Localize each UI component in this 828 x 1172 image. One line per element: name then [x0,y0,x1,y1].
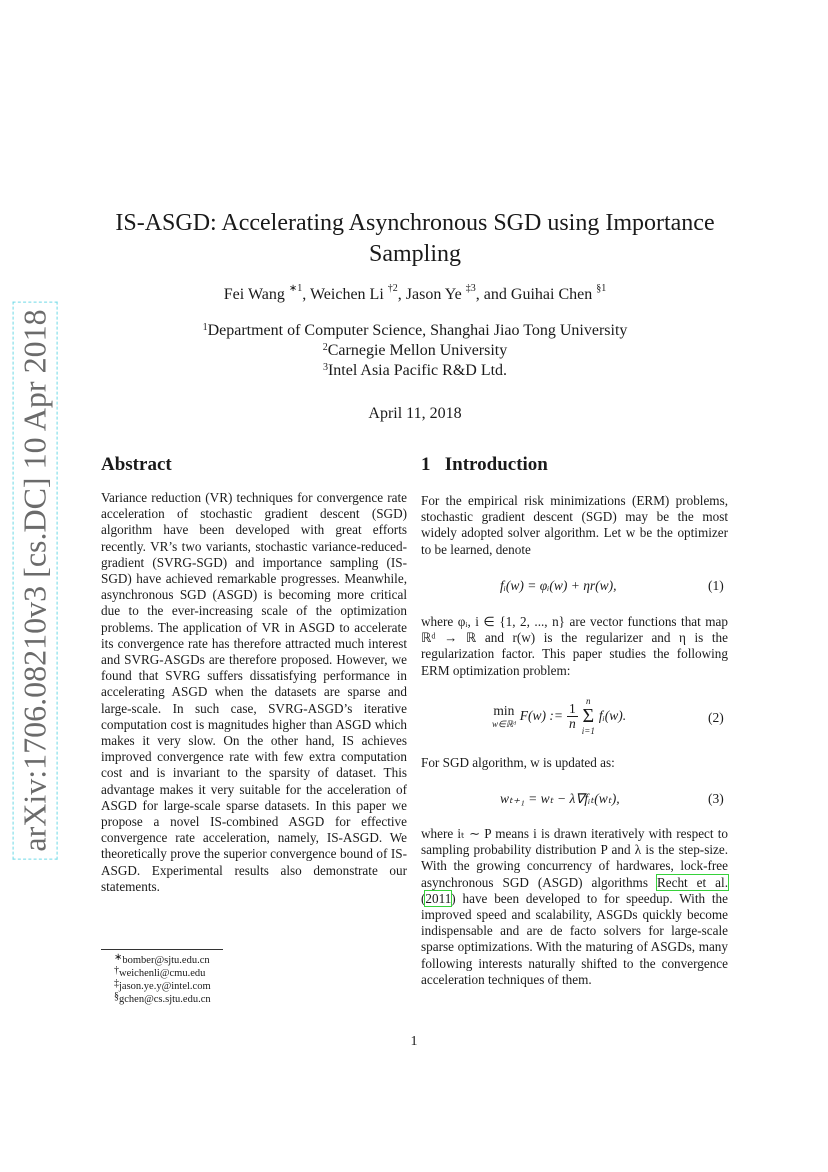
citation-year-link[interactable]: 2011 [425,890,452,906]
footnote: ‡jason.ye.y@intel.com [114,978,211,992]
intro-paragraph-1: For the empirical risk minimizations (ERM) problems, stochastic gradient descent (SGD) may be the most widely adopted solver algorithm. Let w be the optimizer to be learned, denote [421,493,728,557]
affiliation-list [95,321,735,381]
author-mark: ∗1 [288,283,303,294]
abstract-body: Variance reduction (VR) techniques for convergence rate acceleration of stochastic gradient descent (SGD) algorithm have been developed with great efforts recently. VR’s two variants, stochastic variance-reduced-gradient (SVRG-SGD) and importance sampling (IS-SGD) have achieved remarkable progresses. Meanwhile, asynchronous SGD (ASGD) is becoming more critical due to the ever-increasing scale of the optimization problems. The application of VR in ASGD to accelerate its convergence rate has therefore attracted much interest and SVRG-ASGDs are therefore proposed. However, we found that SVRG suffers dissatisfying performance in accelerating ASGD when the datasets are sparse and large-scale. In such case, SVRG-ASGD’s iterative computation cost is magnitudes higher than ASGD which makes it very slow. On the other hand, IS achieves improved convergence rate with few extra computation cost and is invariant to the sparsity of dataset. This advantage makes it very suitable for the acceleration of ASGD for large-scale sparse datasets. In this paper we propose a novel IS-combined ASGD for effective convergence rate acceleration, namely, IS-ASGD. We theoretically prove the superior convergence bound of IS-ASGD. Experimental results also demonstrate our statements. [101,490,407,894]
author-name: Guihai Chen [510,286,593,303]
author-mark: †2 [387,283,398,294]
intro-paragraph-3: For SGD algorithm, w is updated as: [421,755,615,770]
section-number: 1 [421,454,431,475]
section-title: Introduction [444,454,548,475]
equation-2-fraction: $\frac{1}{n}$ [569,700,576,731]
equation-3-number: (3) [708,791,724,806]
footnote-rule [101,949,223,950]
author-name: Jason Ye [405,286,462,303]
equation-2-rhs: fᵢ(w). [598,708,627,723]
footnotes [114,954,211,1006]
author-name: Fei Wang [223,286,285,303]
affiliation: $^3$Intel Asia Pacific R&D Ltd. [322,362,508,379]
citation-link[interactable]: Recht et al. [656,874,728,890]
paper-title: IS-ASGD: Accelerating Asynchronous SGD using Importance Sampling [115,210,715,267]
affiliation: $^1$Department of Computer Science, Shanghai Jiao Tong University [202,322,628,339]
affiliation: $^2$Carnegie Mellon University [322,342,508,359]
intro-paragraph-4: where iₜ ∼ P means i is drawn iteratively with respect to sampling probability distribution P and λ is the step-size. With the growing concurrency of hardwares, lock-free asynchronous SGD (ASGD) algorithms Recht et al. (2011) have been developed to for speedup. With the improved speed and scalability, ASGDs quickly become indispensable and are de facto solvers for large-scale sparse optimizations. With the maturing of ASGDs, many following interests naturally shifted to the convergence acceleration techniques of them. [421,826,728,987]
equation-1-number: (1) [708,578,724,593]
abstract-heading: Abstract [101,454,172,475]
equation-2-number: (2) [708,710,724,725]
paper-date: April 11, 2018 [368,405,462,422]
equation-2 [492,696,626,736]
author-name: Weichen Li [309,286,384,303]
equation-1: fᵢ(w) = φᵢ(w) + ηr(w), [500,578,617,593]
intro-paragraph-2: where φᵢ, i ∈ {1, 2, ..., n} are vector functions that map ℝᵈ → ℝ and r(w) is the regularizer and η is the regularization factor. This paper studies the following ERM optimization problem: [421,614,728,678]
footnote: ∗bomber@sjtu.edu.cn [114,952,210,966]
author-list: Fei Wang $^{∗1}$, Weichen Li $^{\dagger 2}$, Jason Ye $^{\ddagger 3}$, and Guihai Chen $^{\S 1}$ [223,283,607,303]
author-mark: §1 [596,283,607,294]
equation-2-min: min [493,702,515,718]
arxiv-stamp-text[interactable]: arXiv:1706.08210v3 [cs.DC] 10 Apr 2018 [17,305,54,855]
equation-2-sum: n Σ i=1 [581,696,595,736]
footnote: §gchen@cs.sjtu.edu.cn [114,991,211,1005]
footnote: †weichenli@cmu.edu [114,965,206,979]
equation-2-subscript: w∈ℝᵈ [492,718,516,729]
equation-2-lhs: F(w) := [519,708,563,723]
equation-3: wₜ₊₁ = wₜ − λ∇fᵢₜ(wₜ), [500,791,620,806]
arxiv-stamp[interactable] [14,308,56,852]
section-heading [421,454,548,476]
page-number: 1 [410,1034,418,1049]
author-mark: ‡3 [465,283,476,294]
